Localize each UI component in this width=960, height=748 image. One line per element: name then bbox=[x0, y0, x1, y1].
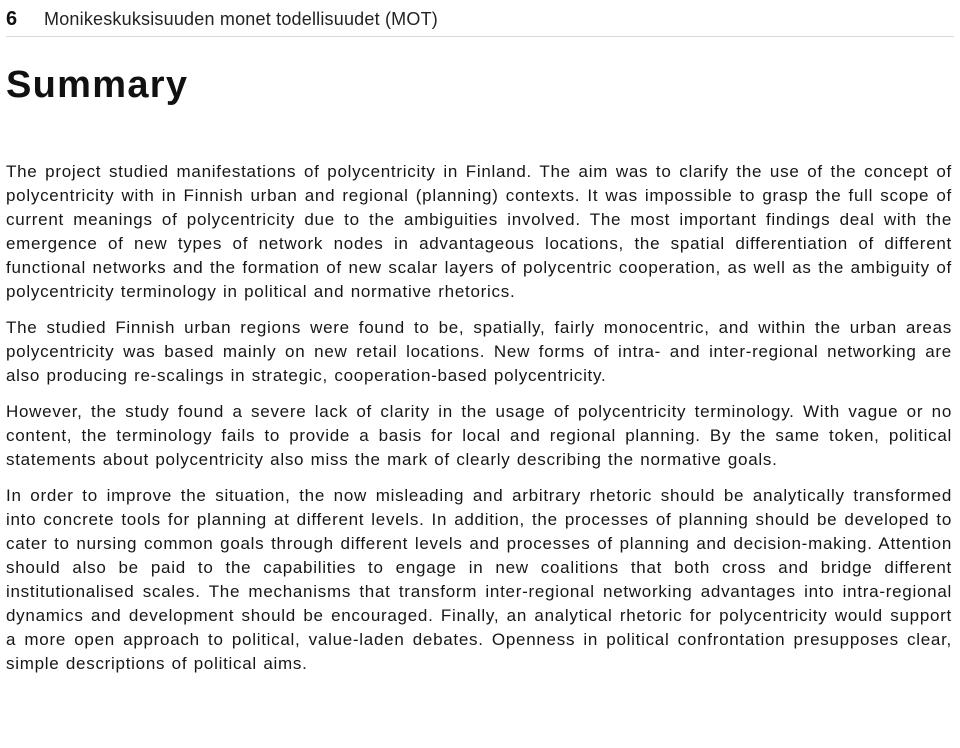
paragraph-1: The project studied manifestations of polycentricity in Finland. The aim was to clarify the use of the concept of polycentricity with in Finnish urban and regional (planning) contexts. It was impossible to grasp the full scope of current meanings of polycentricity due to the ambiguities involved. The most important findings deal with the emergence of new types of network nodes in advantageous locations, the spatial differentiation of different functional networks and the formation of new scalar layers of polycentric cooperation, as well as the ambiguity of polycentricity terminology in political and normative rhetorics. bbox=[6, 162, 952, 301]
page-title: Summary bbox=[6, 64, 189, 106]
page-header bbox=[6, 2, 954, 37]
paragraph-4: In order to improve the situation, the now misleading and arbitrary rhetoric should be analytically transformed into concrete tools for planning at different levels. In addition, the processes of planning should be developed to cater to nursing common goals through different levels and processes of planning and decision-making. Attention should also be paid to the capabilities to engage in new coalitions that both cross and bridge different institutionalised scales. The mechanisms that transform inter-regional networking advantages into intra-regional dynamics and development should be encouraged. Finally, an analytical rhetoric for polycentricity would support a more open approach to political, value-laden debates. Openness in political confrontation presupposes clear, simple descriptions of political aims. bbox=[6, 486, 952, 673]
paragraph-2: The studied Finnish urban regions were found to be, spatially, fairly monocentric, and within the urban areas polycentricity was based mainly on new retail locations. New forms of intra- and inter-regional networking are also producing re-scalings in strategic, cooperation-based polycentricity. bbox=[6, 318, 952, 385]
page-number: 6 bbox=[6, 7, 18, 30]
running-title: Monikeskuksisuuden monet todellisuudet (MOT) bbox=[44, 8, 438, 29]
summary-body bbox=[6, 160, 952, 676]
paragraph-3: However, the study found a severe lack of clarity in the usage of polycentricity terminology. With vague or no content, the terminology fails to provide a basis for local and regional planning. By the same token, political statements about polycentricity also miss the mark of clearly describing the normative goals. bbox=[6, 402, 952, 469]
